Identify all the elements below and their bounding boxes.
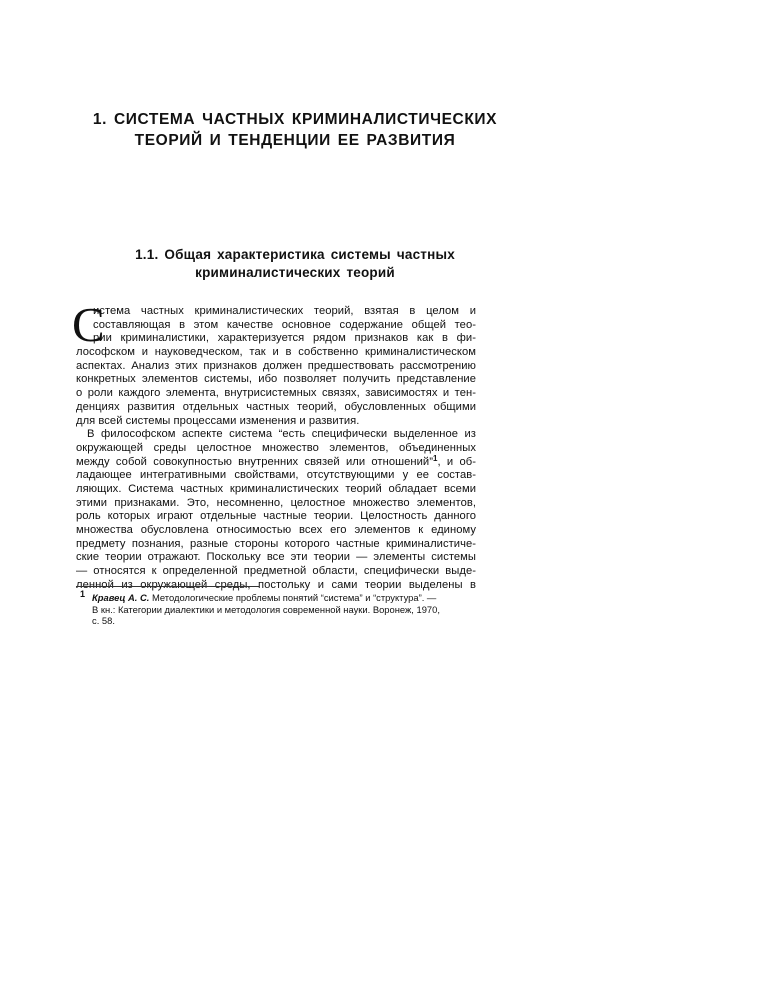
text-segment: , и об-	[437, 455, 477, 468]
paragraph-1	[76, 305, 476, 428]
drop-cap: С	[72, 297, 105, 352]
footnote-line	[92, 592, 476, 604]
text-line: рии криминалистики, характеризуется рядом признаков как в фи-	[93, 332, 476, 345]
text-line: предмету познания, разные стороны которого частные криминалистиче-	[76, 537, 476, 550]
chapter-title-line: 1. СИСТЕМА ЧАСТНЫХ КРИМИНАЛИСТИЧЕСКИХ	[92, 111, 498, 128]
chapter-title-line: ТЕОРИЙ И ТЕНДЕНЦИИ ЕЕ РАЗВИТИЯ	[134, 132, 456, 149]
footnote-line: с. 58.	[92, 615, 115, 627]
text-line: лософском и науковедческом, так и в собственно криминалистическом	[76, 346, 476, 359]
text-line: роль которых играют отдельные частные теории. Целостность данного	[76, 510, 476, 523]
text-line: о роли каждого элемента, внутрисистемных связях, зависимостях и тен-	[76, 387, 476, 400]
footnote-ref[interactable]: 1	[433, 453, 438, 463]
text-line: составляющая в этом качестве основное содержание общей тео-	[93, 318, 476, 331]
footnote-text: Методологические проблемы понятий “система” и “структура”. —	[149, 592, 437, 603]
footnote	[80, 589, 476, 627]
text-line: — относятся к определенной предметной области, специфически выде-	[76, 565, 476, 578]
text-line: множества обусловлена относимостью всех его элементов к единому	[76, 524, 476, 536]
text-line: денциях развития отдельных частных теорий, обусловленных общими	[76, 400, 476, 413]
chapter-title	[60, 109, 530, 151]
paragraph-2	[76, 428, 476, 592]
text-line: ленной из окружающей среды, постольку и сами теории выделены в	[76, 578, 476, 591]
text-line	[76, 453, 477, 470]
text-line: для всей системы процессами изменения и развития.	[76, 414, 360, 427]
section-title-line: 1.1. Общая характеристика системы частных	[135, 247, 455, 262]
text-line: окружающей среды целостное множество элементов, объединенных	[76, 441, 476, 454]
section-title-line: криминалистических теорий	[195, 265, 395, 280]
text-line: ляющих. Система частных криминалистических теорий обладает всеми	[76, 482, 476, 495]
text-line: этими признаками. Это, несомненно, целостное множество элементов,	[76, 496, 476, 509]
text-line: конкретных элементов системы, ибо позволяет получить представление	[76, 373, 476, 386]
footnote-mark: 1	[80, 589, 86, 599]
text-segment: между собой совокупностью внутренних связей или отношений”	[76, 455, 433, 468]
footnote-divider	[76, 586, 259, 587]
body-text	[72, 297, 477, 592]
text-line: В философском аспекте система “есть специфически выделенное из	[87, 428, 476, 441]
section-title	[60, 246, 530, 282]
footnote-author: Кравец А. С.	[92, 592, 150, 603]
footnote-line: В кн.: Категории диалектики и методология современной науки. Воронеж, 1970,	[92, 603, 440, 615]
text-line: истема частных криминалистических теорий, взятая в целом и	[93, 305, 476, 317]
text-line: ские теории отражают. Поскольку все эти теории — элементы системы	[76, 551, 476, 564]
text-line: ладающее интегративными свойствами, отсутствующими у ее состав-	[76, 469, 476, 482]
text-line: аспектах. Анализ этих признаков должен предшествовать рассмотрению	[76, 359, 476, 372]
